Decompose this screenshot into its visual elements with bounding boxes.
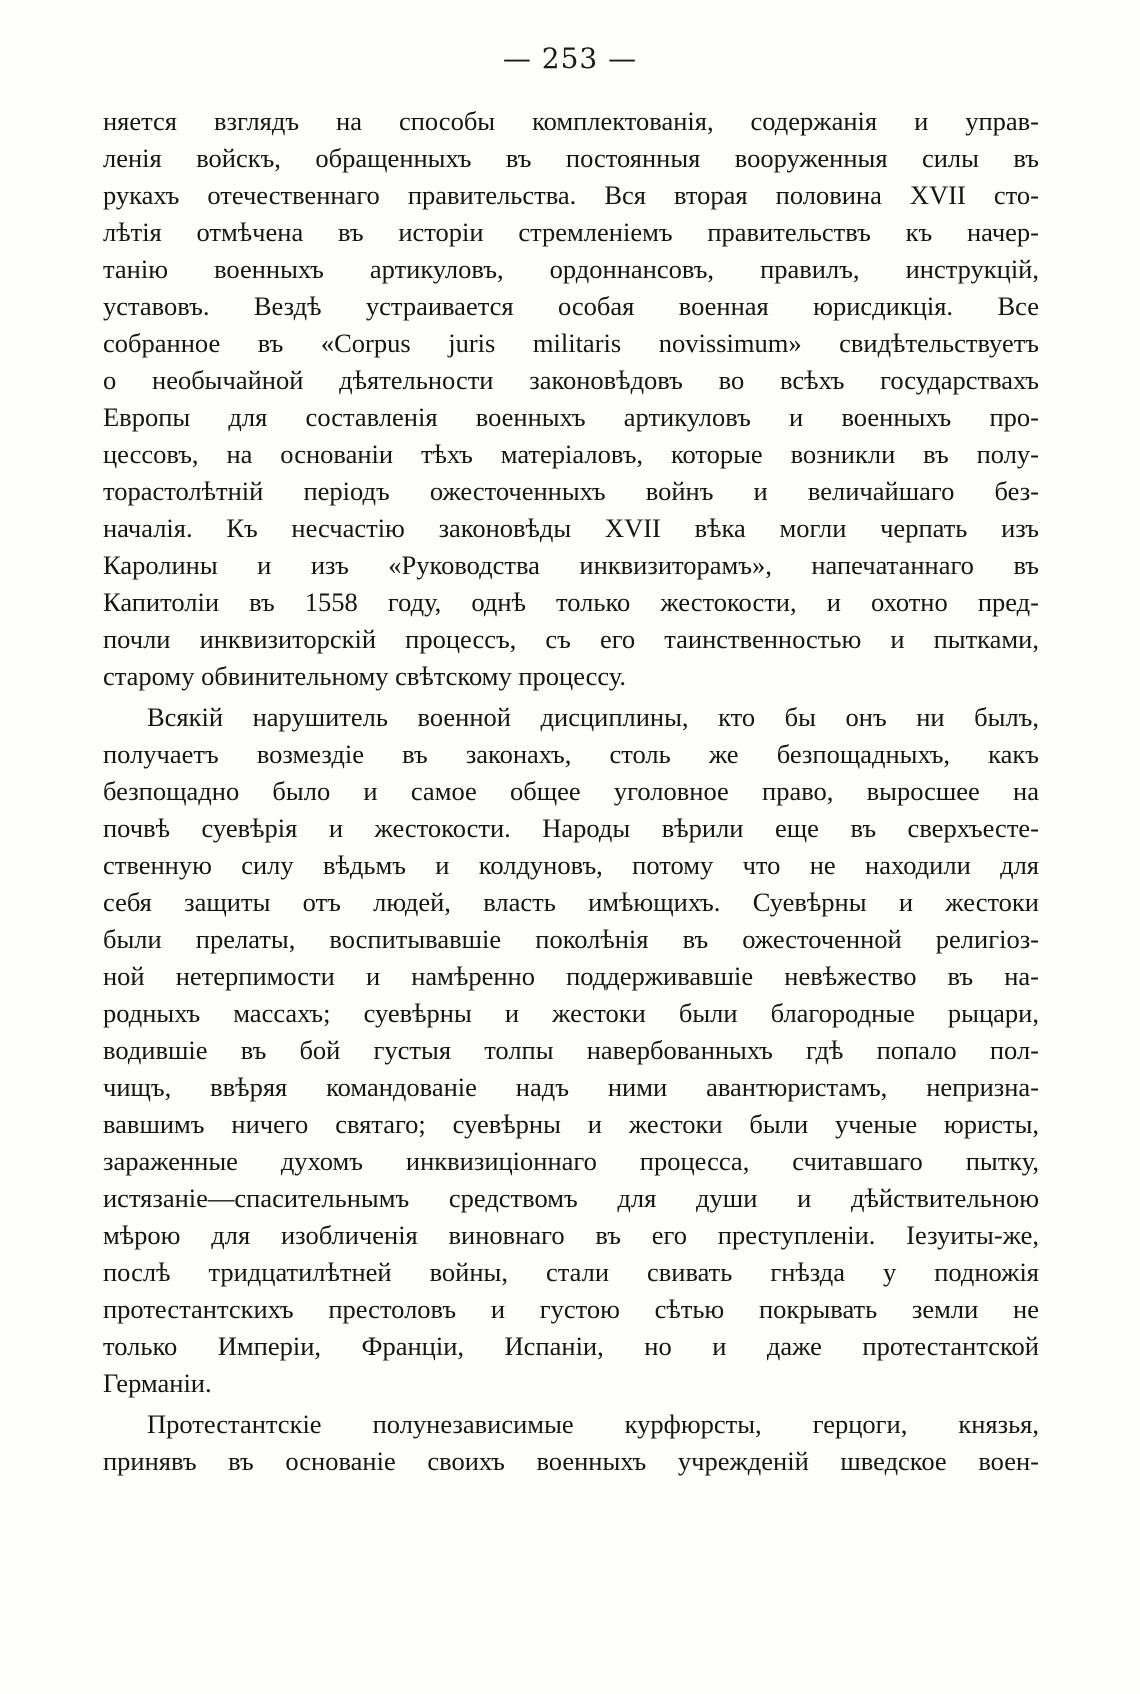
text-line: принявъ въ основаніе своихъ военныхъ учрежденій шведское воен- (103, 1446, 1039, 1476)
text-line: почвѣ суевѣрія и жестокости. Народы вѣрили еще въ сверхъесте- (103, 813, 1039, 843)
text-line: уставовъ. Вездѣ устраивается особая военная юрисдикція. Все (103, 291, 1039, 321)
text-line: о необычайной дѣятельности законовѣдовъ во всѣхъ государствахъ (103, 365, 1039, 395)
text-line: Европы для составленія военныхъ артикуловъ и военныхъ про- (103, 402, 1039, 432)
paragraph-1 (103, 103, 1039, 695)
text-line: только Имперіи, Франціи, Испаніи, но и даже протестантской (103, 1331, 1039, 1361)
text-line: торастолѣтній періодъ ожесточенныхъ войнъ и величайшаго без- (103, 476, 1039, 506)
text-line: чищъ, ввѣряя командованіе надъ ними авантюристамъ, непризна- (103, 1072, 1039, 1102)
page-number: — 253 — (502, 42, 638, 75)
text-line: себя защиты отъ людей, власть имѣющихъ. Суевѣрны и жестоки (103, 887, 1039, 917)
text-line: лѣтія отмѣчена въ исторіи стремленіемъ правительствъ къ начер- (103, 217, 1039, 247)
text-line: Капитоліи въ 1558 году, однѣ только жестокости, и охотно пред- (103, 587, 1039, 617)
text-line: мѣрою для изобличенія виновнаго въ его преступленіи. Іезуиты-же, (103, 1220, 1039, 1250)
text-line: получаетъ возмездіе въ законахъ, столь же безпощадныхъ, какъ (103, 739, 1039, 769)
body-text (103, 103, 1039, 1480)
text-line: ной нетерпимости и намѣренно поддерживавшіе невѣжество въ на- (103, 961, 1039, 991)
text-line: цессовъ, на основаніи тѣхъ матеріаловъ, которые возникли въ полу- (103, 439, 1039, 469)
text-line: началія. Къ несчастію законовѣды XVII вѣка могли черпать изъ (103, 513, 1039, 543)
text-line: Каролины и изъ «Руководства инквизиторамъ», напечатаннаго въ (103, 550, 1039, 580)
text-line: были прелаты, воспитывавшіе поколѣнія въ ожесточенной религіоз- (103, 924, 1039, 954)
text-line: Всякій нарушитель военной дисциплины, кто бы онъ ни былъ, (147, 702, 1039, 732)
text-line: танію военныхъ артикуловъ, ордоннансовъ, правилъ, инструкцій, (103, 254, 1039, 284)
paragraph-3 (103, 1406, 1039, 1480)
text-line: послѣ тридцатилѣтней войны, стали свивать гнѣзда у подножія (103, 1257, 1039, 1287)
text-line: ленія войскъ, обращенныхъ въ постоянныя вооруженныя силы въ (103, 143, 1039, 173)
text-line: рукахъ отечественнаго правительства. Вся вторая половина XVII сто- (103, 180, 1039, 210)
text-line: Германіи. (103, 1368, 212, 1398)
text-line: водившіе въ бой густыя толпы навербованныхъ гдѣ попало пол- (103, 1035, 1039, 1065)
text-line: истязаніе—спасительнымъ средствомъ для души и дѣйствительною (103, 1183, 1039, 1213)
text-line: родныхъ массахъ; суевѣрны и жестоки были благородные рыцари, (103, 998, 1039, 1028)
text-line: протестантскихъ престоловъ и густою сѣтью покрывать земли не (103, 1294, 1039, 1324)
text-line: Протестантскіе полунезависимые курфюрсты, герцоги, князья, (147, 1409, 1039, 1439)
paragraph-2 (103, 699, 1039, 1402)
text-line: ственную силу вѣдьмъ и колдуновъ, потому что не находили для (103, 850, 1039, 880)
text-line: вавшимъ ничего святаго; суевѣрны и жестоки были ученые юристы, (103, 1109, 1039, 1139)
text-line: почли инквизиторскій процессъ, съ его таинственностью и пытками, (103, 624, 1039, 654)
text-line: собранное въ «Corpus juris militaris novissimum» свидѣтельствуетъ (103, 328, 1039, 358)
text-line: няется взглядъ на способы комплектованія, содержанія и управ- (103, 106, 1039, 136)
text-line: зараженные духомъ инквизиціоннаго процесса, считавшаго пытку, (103, 1146, 1039, 1176)
text-line: старому обвинительному свѣтскому процессу. (103, 661, 627, 691)
text-line: безпощадно было и самое общее уголовное право, выросшее на (103, 776, 1039, 806)
